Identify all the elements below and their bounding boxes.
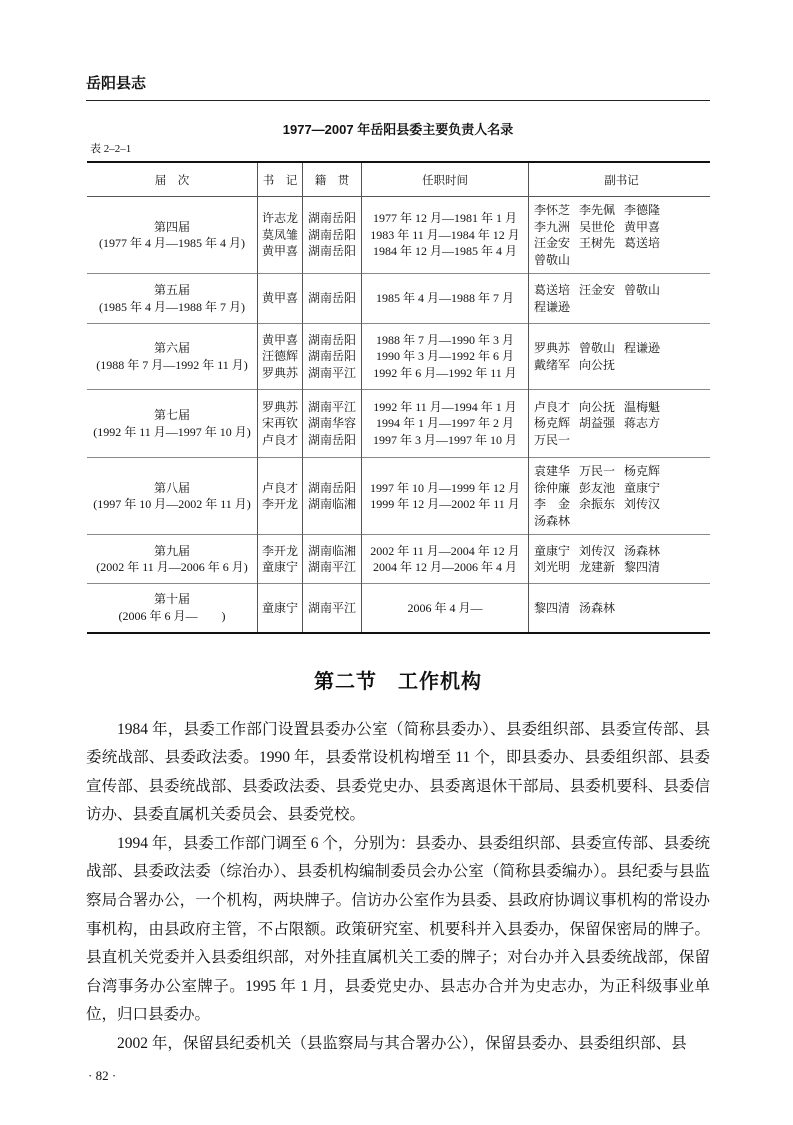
deputy-cell [529,584,711,633]
term-cell-item: 第九届 [153,543,190,558]
term-cell-item: 第八届 [153,480,190,495]
deputy-cell-item: 汪金安 [534,236,571,250]
tenure-cell-item: 1983 年 11 月—1984 年 12 月 [370,227,520,242]
deputy-cell [529,390,711,458]
deputy-cell-item: 袁建华 [534,464,571,478]
leaders-table [87,161,710,634]
origin-cell [303,535,362,584]
deputy-cell [529,458,711,535]
term-cell [87,458,258,535]
term-cell [87,324,258,390]
tenure-cell [362,584,529,633]
secretary-cell-item: 黄甲喜 [261,332,298,347]
table-row [87,535,710,584]
deputy-cell-item: 葛送培 [624,236,661,250]
tenure-cell-item: 1997 年 3 月—1997 年 10 月 [372,432,517,447]
secretary-cell-item: 许志龙 [261,211,298,226]
deputy-cell-item: 向公抚 [579,357,616,372]
tenure-cell-item: 1988 年 7 月—1990 年 3 月 [375,332,514,347]
secretary-cell-item: 卢良才 [261,480,298,495]
deputy-cell-item: 李怀芝 [534,203,571,217]
origin-cell [303,584,362,633]
origin-cell [303,274,362,324]
deputy-cell-item: 黎四清 [534,600,571,615]
term-cell-item: (2002 年 11 月—2006 年 6 月) [96,560,248,574]
deputy-cell-item: 李 金 [534,497,571,511]
secretary-cell-item: 罗典苏 [261,399,298,414]
deputy-cell-item: 蒋志方 [624,416,661,431]
secretary-cell-item: 黄甲喜 [261,244,298,259]
table-header-row [87,162,710,197]
tenure-cell-item: 2006 年 4 月— [407,600,483,615]
deputy-cell-item: 童康宁 [624,480,661,495]
table-number: 表 2–2–1 [90,143,132,155]
deputy-cell [529,324,711,390]
secretary-cell [258,390,303,458]
origin-cell-item: 湖南岳阳 [307,211,356,226]
origin-cell-item: 湖南岳阳 [307,432,356,447]
secretary-cell-item: 童康宁 [261,600,298,615]
secretary-cell [258,274,303,324]
secretary-cell [258,324,303,390]
column-header-origin: 籍 贯 [303,162,362,197]
term-cell-item: (1977 年 4 月—1985 年 4 月) [99,236,245,250]
origin-cell-item: 湖南岳阳 [307,227,356,242]
paragraph: 2002 年，保留县纪委机关（县监察局与其合署办公），保留县委办、县委组织部、县 [117,1035,687,1053]
paragraph: 1984 年，县委工作部门设置县委办公室（简称县委办）、县委组织部、县委宣传部、县委统战部、县委政法委。1990 年，县委常设机构增至 11 个，即县委办、县委组织部、县委宣传部、县委统战部、县委政法委、县委党史办、县委离退休干部局、县委机要科、县委信访办、县委直属机关委员会、县委党校。 [86,720,710,824]
table-row [87,324,710,390]
body-text [86,716,710,1059]
deputy-cell-item: 曾敬山 [534,252,571,267]
deputy-cell-item: 刘传汉 [579,543,616,558]
origin-cell-item: 湖南岳阳 [307,480,356,495]
secretary-cell-item: 罗典苏 [261,365,298,380]
origin-cell [303,197,362,274]
deputy-cell-item: 吴世伦 [579,219,616,234]
deputy-cell-item: 戴绪军 [534,357,571,372]
tenure-cell [362,197,529,274]
deputy-cell-item: 汤森林 [579,600,616,615]
secretary-cell-item: 莫凤雏 [261,227,298,242]
term-cell-item: 第五届 [153,283,190,297]
tenure-cell-item: 1994 年 1 月—1997 年 2 月 [375,416,514,431]
deputy-cell-item: 胡益强 [579,416,616,431]
table-body [87,197,710,633]
origin-cell [303,324,362,390]
term-cell [87,584,258,633]
deputy-cell-item: 杨克辉 [534,416,571,431]
tenure-cell-item: 2002 年 11 月—2004 年 12 月 [370,543,520,558]
secretary-cell [258,584,303,633]
deputy-cell-item: 彭友池 [579,480,616,495]
term-cell-item: 第六届 [153,341,190,355]
deputy-cell [529,535,711,584]
deputy-cell-item: 刘传汉 [624,497,661,511]
term-cell [87,197,258,274]
tenure-cell-item: 1990 年 3 月—1992 年 6 月 [375,349,514,364]
secretary-cell-item: 汪德辉 [261,349,298,364]
term-cell-item: (1997 年 10 月—2002 年 11 月) [93,497,251,511]
deputy-cell-item: 程谦逊 [624,341,661,355]
page-number: · 82 · [88,1067,117,1083]
table-row [87,197,710,274]
tenure-cell [362,390,529,458]
deputy-cell-item: 汪金安 [579,283,616,297]
section-title: 第二节 工作机构 [314,670,482,693]
deputy-cell-item: 李德隆 [624,203,661,217]
header-rule [86,100,710,101]
deputy-cell-item: 曾敬山 [579,341,616,355]
tenure-cell-item: 1992 年 6 月—1992 年 11 月 [373,365,517,380]
deputy-cell-item: 罗典苏 [534,341,571,355]
tenure-cell [362,324,529,390]
deputy-cell-item: 王树先 [579,236,616,250]
column-header-deputies: 副书记 [529,162,711,197]
secretary-cell-item: 黄甲喜 [261,291,298,306]
deputy-cell-item: 向公抚 [579,399,616,414]
deputy-cell-item: 万民一 [579,464,616,478]
deputy-cell-item: 万民一 [534,432,571,447]
origin-cell [303,390,362,458]
deputy-cell-item: 童康宁 [534,543,571,558]
deputy-cell-item: 刘光明 [534,560,571,574]
tenure-cell-item: 1985 年 4 月—1988 年 7 月 [375,291,514,306]
column-header-secretary: 书 记 [258,162,303,197]
origin-cell-item: 湖南岳阳 [307,291,356,306]
term-cell-item: 第四届 [153,219,190,234]
table-row [87,584,710,633]
origin-cell-item: 湖南临湘 [307,497,356,511]
term-cell-item: (1988 年 7 月—1992 年 11 月) [96,357,248,372]
secretary-cell-item: 李开龙 [261,497,298,511]
deputy-cell-item: 李九洲 [534,219,571,234]
origin-cell-item: 湖南平江 [307,560,356,574]
tenure-cell-item: 1999 年 12 月—2002 年 11 月 [370,497,520,511]
secretary-cell-item: 童康宁 [261,560,298,574]
term-cell [87,390,258,458]
secretary-cell-item: 李开龙 [261,543,298,558]
secretary-cell [258,197,303,274]
tenure-cell [362,458,529,535]
deputy-cell [529,274,711,324]
secretary-cell [258,535,303,584]
secretary-cell-item: 卢良才 [261,432,298,447]
deputy-cell-item: 黄甲喜 [624,219,661,234]
deputy-cell-item: 卢良才 [534,399,571,414]
tenure-cell [362,535,529,584]
deputy-cell [529,197,711,274]
running-head-title: 岳阳县志 [86,75,147,92]
tenure-cell-item: 1984 年 12 月—1985 年 4 月 [372,244,517,259]
deputy-cell-item: 温梅魁 [624,399,661,414]
origin-cell-item: 湖南平江 [307,365,356,380]
tenure-cell-item: 1992 年 11 月—1994 年 1 月 [373,399,517,414]
origin-cell-item: 湖南临湘 [307,543,356,558]
deputy-cell-item: 程谦逊 [534,299,571,314]
tenure-cell-item: 1997 年 10 月—1999 年 12 月 [369,480,520,495]
table-title: 1977—2007 年岳阳县委主要负责人名录 [282,122,514,137]
tenure-cell-item: 1977 年 12 月—1981 年 1 月 [372,211,517,226]
deputy-cell-item: 汤森林 [534,513,571,528]
term-cell [87,274,258,324]
deputy-cell-item: 李先佩 [579,203,616,217]
deputy-cell-item: 黎四清 [624,560,661,574]
term-cell [87,535,258,584]
origin-cell-item: 湖南岳阳 [307,244,356,259]
origin-cell-item: 湖南岳阳 [307,332,356,347]
term-cell-item: 第七届 [153,408,190,422]
deputy-cell-item: 汤森林 [624,543,661,558]
deputy-cell-item: 杨克辉 [624,464,661,478]
column-header-term: 届 次 [87,162,258,197]
origin-cell-item: 湖南岳阳 [307,349,356,364]
table-row [87,390,710,458]
table-row [87,274,710,324]
table-row [87,458,710,535]
origin-cell-item: 湖南平江 [307,600,356,615]
paragraph: 1994 年，县委工作部门调至 6 个，分别为：县委办、县委组织部、县委宣传部、县委统战部、县委政法委（综治办）、县委机构编制委员会办公室（简称县委编办）。县纪委与县监察局合署办公，一个机构，两块牌子。信访办公室作为县委、县政府协调议事机构的常设办事机构，由县政府主管，不占限额。政策研究室、机要科并入县委办，保留保密局的牌子。县直机关党委并入县委组织部，对外挂直属机关工委的牌子；对台办并入县委统战部，保留台湾事务办公室牌子。1995 年 1 月，县委党史办、县志办合并为史志办，为正科级事业单位，归口县委办。 [86,834,710,1024]
deputy-cell-item: 葛送培 [534,283,571,297]
deputy-cell-item: 徐仲廉 [534,480,571,495]
tenure-cell-item: 2004 年 12 月—2006 年 4 月 [372,560,517,574]
secretary-cell [258,458,303,535]
origin-cell-item: 湖南华容 [307,416,356,431]
deputy-cell-item: 曾敬山 [624,283,661,297]
term-cell-item: 第十届 [153,592,190,607]
tenure-cell [362,274,529,324]
term-cell-item: (1985 年 4 月—1988 年 7 月) [99,299,245,314]
term-cell-item: (1992 年 11 月—1997 年 10 月) [93,424,251,439]
column-header-tenure: 任职时间 [362,162,529,197]
term-cell-item: (2006 年 6 月— ) [118,608,226,623]
deputy-cell-item: 龙建新 [579,560,616,574]
origin-cell [303,458,362,535]
deputy-cell-item: 余振东 [579,497,616,511]
origin-cell-item: 湖南平江 [307,399,356,414]
secretary-cell-item: 宋再钦 [261,416,298,431]
